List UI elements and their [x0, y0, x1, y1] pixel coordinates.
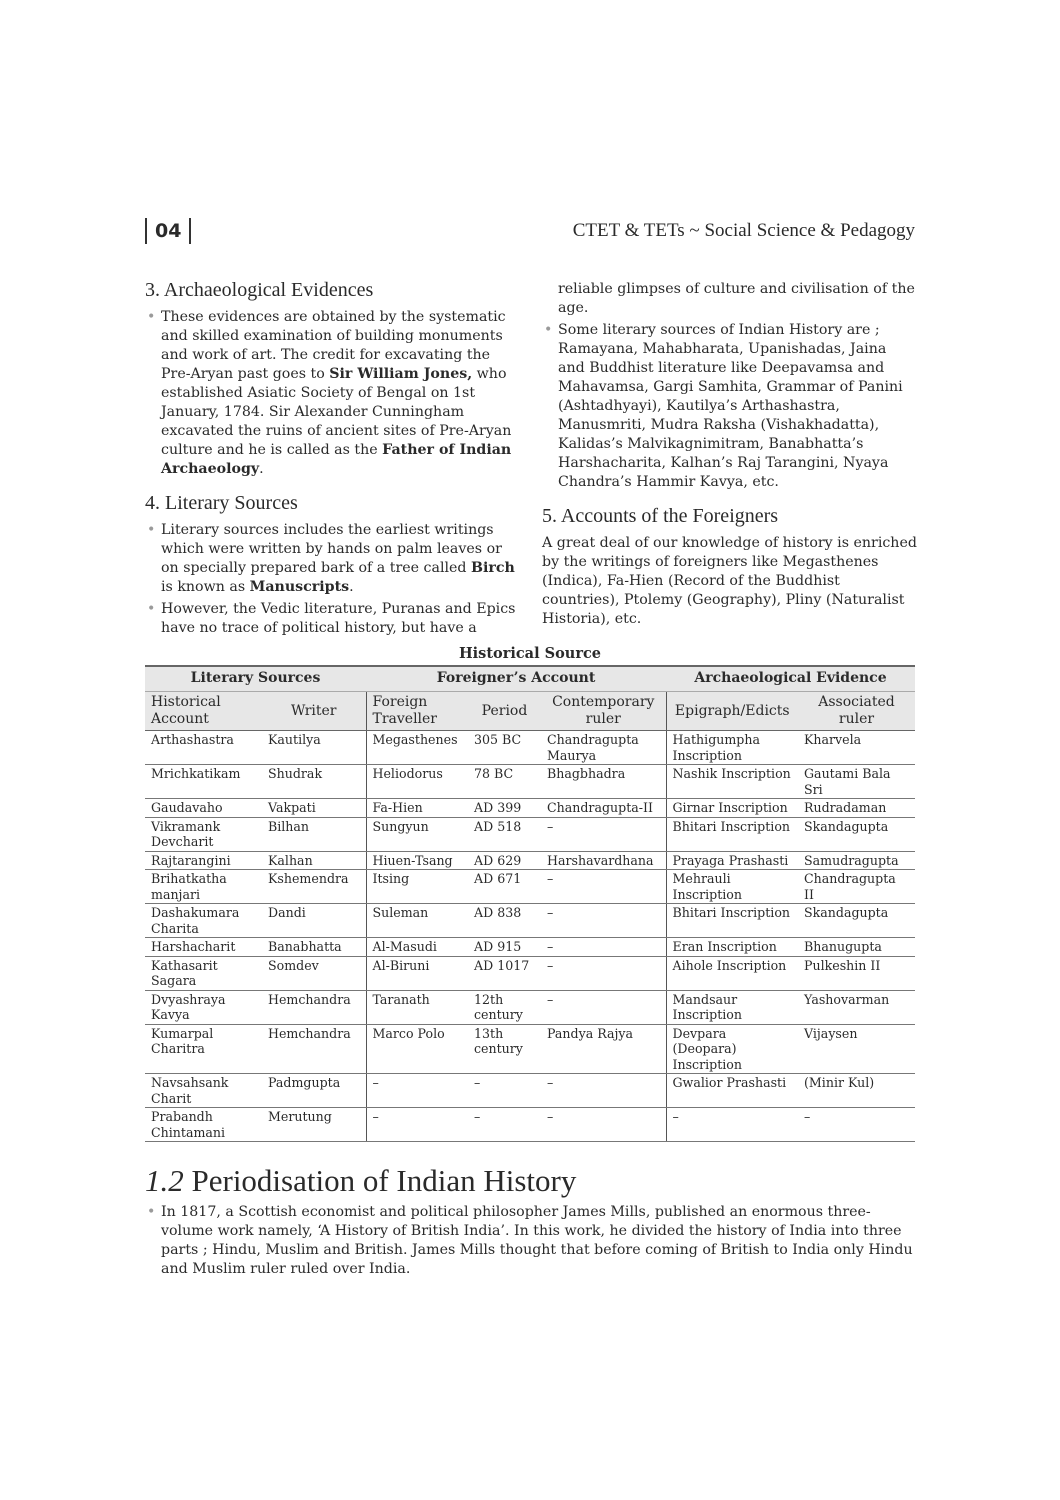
table-row	[145, 990, 915, 1024]
foreigners-heading: 5. Accounts of the Foreigners	[542, 505, 779, 527]
group-header-literary: Literary Sources	[145, 666, 366, 692]
table-cell: AD 915	[468, 938, 541, 957]
table-row	[145, 870, 915, 904]
table-cell: –	[541, 817, 666, 851]
table-cell: Rudradaman	[798, 799, 915, 818]
table-cell: Hathigumpha Inscription	[666, 731, 798, 765]
table-cell: Chandragupta II	[798, 870, 915, 904]
table-cell: Harshacharit	[145, 938, 262, 957]
book-title: CTET & TETs ~ Social Science & Pedagogy	[572, 220, 915, 241]
table-cell: Arthashastra	[145, 731, 262, 765]
table-cell: Vakpati	[262, 799, 366, 818]
table-cell: Al-Masudi	[366, 938, 468, 957]
table-row	[145, 904, 915, 938]
table-cell: –	[541, 938, 666, 957]
table-row	[145, 817, 915, 851]
column-header: Epigraph/Edicts	[666, 692, 798, 731]
table-cell: –	[798, 1108, 915, 1142]
table-cell: Somdev	[262, 956, 366, 990]
column-header: Associated ruler	[798, 692, 915, 731]
historical-source-table-section	[145, 645, 915, 1142]
left-column	[145, 278, 517, 641]
table-cell: Aihole Inscription	[666, 956, 798, 990]
table-cell: Kautilya	[262, 731, 366, 765]
table-cell: –	[541, 904, 666, 938]
table-cell: Kathasarit Sagara	[145, 956, 262, 990]
table-cell: Al-Biruni	[366, 956, 468, 990]
table-cell: –	[541, 956, 666, 990]
table-cell: Marco Polo	[366, 1024, 468, 1074]
table-cell: 12th century	[468, 990, 541, 1024]
table-cell: Hemchandra	[262, 990, 366, 1024]
table-row	[145, 956, 915, 990]
table-cell: AD 399	[468, 799, 541, 818]
table-cell: Devpara (Deopara) Inscription	[666, 1024, 798, 1074]
table-cell: Yashovarman	[798, 990, 915, 1024]
table-cell: Eran Inscription	[666, 938, 798, 957]
table-cell: Hiuen-Tsang	[366, 851, 468, 870]
table-cell: 13th century	[468, 1024, 541, 1074]
table-cell: Kshemendra	[262, 870, 366, 904]
table-cell: Kalhan	[262, 851, 366, 870]
table-cell: Dandi	[262, 904, 366, 938]
table-cell: Girnar Inscription	[666, 799, 798, 818]
periodisation-text	[145, 1203, 920, 1282]
table-row	[145, 1074, 915, 1108]
table-cell: Itsing	[366, 870, 468, 904]
column-header: Foreign Traveller	[366, 692, 468, 731]
table-cell: AD 838	[468, 904, 541, 938]
table-cell: Kharvela	[798, 731, 915, 765]
historical-source-table	[145, 665, 915, 1142]
archaeological-bullet: • These evidences are obtained by the systematic and skilled examination of building monuments and work of art. The credit for excavating the Pre-Aryan past goes to Sir William Jones, who established Asiatic Society of Bengal on 1st January, 1784. Sir Alexander Cunningham excavated the ruins of ancient sites of Pre-Aryan culture and he is called as the Father of Indian Archaeology.	[147, 309, 512, 477]
table-cell: Skandagupta	[798, 817, 915, 851]
table-cell: Pulkeshin II	[798, 956, 915, 990]
table-cell: –	[468, 1074, 541, 1108]
table-cell: Sungyun	[366, 817, 468, 851]
literary-bullet-2: • However, the Vedic literature, Puranas and Epics have no trace of political history, but have a	[147, 601, 516, 636]
table-cell: Mehrauli Inscription	[666, 870, 798, 904]
table-cell: Prayaga Prashasti	[666, 851, 798, 870]
table-cell: Nashik Inscription	[666, 765, 798, 799]
column-header: Period	[468, 692, 541, 731]
table-cell: Kumarpal Charitra	[145, 1024, 262, 1074]
group-header-foreigner: Foreigner’s Account	[366, 666, 666, 692]
table-row	[145, 938, 915, 957]
table-cell: Rajtarangini	[145, 851, 262, 870]
table-cell: Dashakumara Charita	[145, 904, 262, 938]
table-cell: Gautami Bala Sri	[798, 765, 915, 799]
table-row	[145, 1024, 915, 1074]
table-cell: –	[541, 1108, 666, 1142]
foreigners-text: A great deal of our knowledge of history is enriched by the writings of foreigners like Megasthenes (Indica), Fa-Hien (Record of the Buddhist countries), Ptolemy (Geography), Pliny (Naturalist Historia), etc.	[542, 535, 917, 627]
table-cell: –	[366, 1074, 468, 1108]
table-cell: Bhagbhadra	[541, 765, 666, 799]
column-header: Contemporary ruler	[541, 692, 666, 731]
table-cell: Vikramank Devcharit	[145, 817, 262, 851]
table-row	[145, 851, 915, 870]
table-cell: Hemchandra	[262, 1024, 366, 1074]
table-cell: AD 1017	[468, 956, 541, 990]
page-header	[145, 216, 915, 250]
table-cell: Fa-Hien	[366, 799, 468, 818]
table-row	[145, 765, 915, 799]
table-cell: –	[541, 990, 666, 1024]
periodisation-bullet: • In 1817, a Scottish economist and political philosopher James Mills, published an enormous three-volume work namely, ‘A History of British India’. In this work, he divided the history of India into three parts ; Hindu, Muslim and British. James Mills thought that before coming of British to India only Hindu and Muslim ruler ruled over India.	[147, 1204, 913, 1277]
table-cell: Mrichkatikam	[145, 765, 262, 799]
table-cell: Bhitari Inscription	[666, 817, 798, 851]
literary-sources-list-bullet: • Some literary sources of Indian History are ; Ramayana, Mahabharata, Upanishadas, Jaina and Buddhist literature like Deepavamsa and Mahavamsa, Gargi Samhita, Grammar of Panini (Ashtadhyayi), Kautilya’s Arthashastra, Manusmriti, Mudra Raksha (Vishakhadatta), Kalidas’s Malvikagnimitram, Banabhatta’s Harshacharita, Kalhan’s Raj Tarangini, Nyaya Chandra’s Hammir Kavya, etc.	[544, 322, 903, 490]
archaeological-heading: 3. Archaeological Evidences	[145, 279, 374, 301]
table-cell: Skandagupta	[798, 904, 915, 938]
table-cell: Navsahsank Charit	[145, 1074, 262, 1108]
table-cell: Pandya Rajya	[541, 1024, 666, 1074]
table-cell: Merutung	[262, 1108, 366, 1142]
table-cell: AD 671	[468, 870, 541, 904]
table-cell: 78 BC	[468, 765, 541, 799]
column-header: Historical Account	[145, 692, 262, 731]
table-cell: Chandragupta-II	[541, 799, 666, 818]
table-cell: AD 518	[468, 817, 541, 851]
table-cell: Dvyashraya Kavya	[145, 990, 262, 1024]
table-cell: Megasthenes	[366, 731, 468, 765]
table-cell: Harshavardhana	[541, 851, 666, 870]
table-row	[145, 1108, 915, 1142]
group-header-archaeological: Archaeological Evidence	[666, 666, 915, 692]
table-cell: Heliodorus	[366, 765, 468, 799]
table-cell: 305 BC	[468, 731, 541, 765]
table-row	[145, 799, 915, 818]
table-cell: Gaudavaho	[145, 799, 262, 818]
section-number: 1.2	[145, 1163, 184, 1198]
table-cell: Chandragupta Maurya	[541, 731, 666, 765]
table-row	[145, 731, 915, 765]
literary-heading: 4. Literary Sources	[145, 492, 298, 514]
literary-bullet-1: • Literary sources includes the earliest writings which were written by hands on palm leaves or on specially prepared bark of a tree called Birch is known as Manuscripts.	[147, 522, 515, 595]
table-title: Historical Source	[458, 645, 602, 662]
table-cell: Shudrak	[262, 765, 366, 799]
table-cell: AD 629	[468, 851, 541, 870]
table-cell: –	[468, 1108, 541, 1142]
table-cell: –	[366, 1108, 468, 1142]
table-cell: Bhanugupta	[798, 938, 915, 957]
table-cell: –	[541, 870, 666, 904]
column-header: Writer	[262, 692, 366, 731]
table-cell: Taranath	[366, 990, 468, 1024]
table-cell: –	[666, 1108, 798, 1142]
right-column	[542, 280, 917, 629]
table-cell: Bilhan	[262, 817, 366, 851]
table-cell: Prabandh Chintamani	[145, 1108, 262, 1142]
table-cell: Mandsaur Inscription	[666, 990, 798, 1024]
table-cell: Padmgupta	[262, 1074, 366, 1108]
table-cell: Brihatkatha manjari	[145, 870, 262, 904]
table-cell: –	[541, 1074, 666, 1108]
table-cell: Gwalior Prashasti	[666, 1074, 798, 1108]
table-cell: Bhitari Inscription	[666, 904, 798, 938]
table-cell: Vijaysen	[798, 1024, 915, 1074]
table-cell: Suleman	[366, 904, 468, 938]
continued-text: reliable glimpses of culture and civilisation of the age.	[558, 281, 915, 316]
table-cell: Samudragupta	[798, 851, 915, 870]
table-cell: (Minir Kul)	[798, 1074, 915, 1108]
table-cell: Banabhatta	[262, 938, 366, 957]
page-number: 04	[145, 218, 191, 244]
section-title	[145, 1163, 576, 1199]
section-title-text: Periodisation of Indian History	[191, 1163, 577, 1198]
